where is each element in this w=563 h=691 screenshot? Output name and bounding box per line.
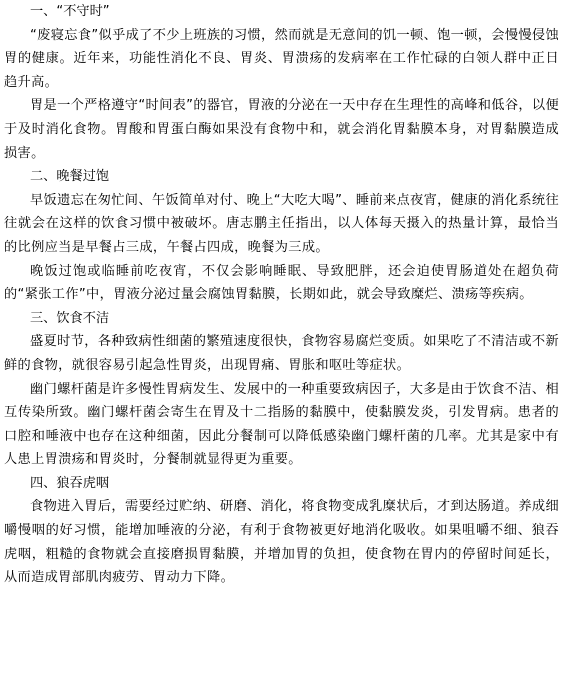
section-heading: 一、“不守时” bbox=[30, 4, 110, 19]
paragraph: 盛夏时节，各种致病性细菌的繁殖速度很快，食物容易腐烂变质。如果吃了不清洁或不新鲜的食物，就很容易引起急性胃炎，出现胃痛、胃胀和呕吐等症状。 bbox=[4, 334, 559, 373]
section-heading: 三、饮食不洁 bbox=[30, 310, 110, 326]
paragraph: 胃是一个严格遵守“时间表”的器官，胃液的分泌在一天中存在生理性的高峰和低谷，以便于及时消化食物。胃酸和胃蛋白酶如果没有食物中和，就会消化胃黏膜本身，对胃黏膜造成损害。 bbox=[4, 98, 559, 161]
section-heading: 四、狼吞虎咽 bbox=[30, 475, 110, 491]
section-2 bbox=[4, 165, 559, 307]
section-4 bbox=[4, 472, 559, 590]
paragraph: 幽门螺杆菌是许多慢性胃病发生、发展中的一种重要致病因子，大多是由于饮食不洁、相互传染所致。幽门螺杆菌会寄生在胃及十二指肠的黏膜中，使黏膜发炎，引发胃病。患者的口腔和唾液中也存在这种细菌，因此分餐制可以降低感染幽门螺杆菌的几率。尤其是家中有人患上胃溃疡和胃炎时，分餐制就显得更为重要。 bbox=[4, 381, 559, 468]
paragraph: 晚饭过饱或临睡前吃夜宵，不仅会影响睡眠、导致肥胖，还会迫使胃肠道处在超负荷的“紧张工作”中，胃液分泌过量会腐蚀胃黏膜，长期如此，就会导致糜烂、溃疡等疾病。 bbox=[4, 263, 559, 303]
section-1 bbox=[4, 0, 559, 165]
paragraph: 食物进入胃后，需要经过贮纳、研磨、消化，将食物变成乳糜状后，才到达肠道。养成细嚼慢咽的好习惯，能增加唾液的分泌，有利于食物被更好地消化吸收。如果咀嚼不细、狼吞虎咽，粗糙的食物就会直接磨损胃黏膜，并增加胃的负担，使食物在胃内的停留时间延长，从而造成胃部肌肉疲劳、胃动力下降。 bbox=[4, 499, 559, 586]
section-heading: 二、晚餐过饱 bbox=[30, 169, 110, 185]
section-3 bbox=[4, 307, 559, 472]
paragraph: 早饭遗忘在匆忙间、午饭简单对付、晚上“大吃大喝”、睡前来点夜宵，健康的消化系统往往就会在这样的饮食习惯中被破坏。唐志鹏主任指出，以人体每天摄入的热量计算，最恰当的比例应当是早餐占三成，午餐占四成，晚餐为三成。 bbox=[4, 192, 559, 255]
paragraph: “废寝忘食”似乎成了不少上班族的习惯，然而就是无意间的饥一顿、饱一顿，会慢慢侵蚀胃的健康。近年来，功能性消化不良、胃炎、胃溃疡的发病率在工作忙碌的白领人群中正日趋升高。 bbox=[4, 27, 559, 90]
